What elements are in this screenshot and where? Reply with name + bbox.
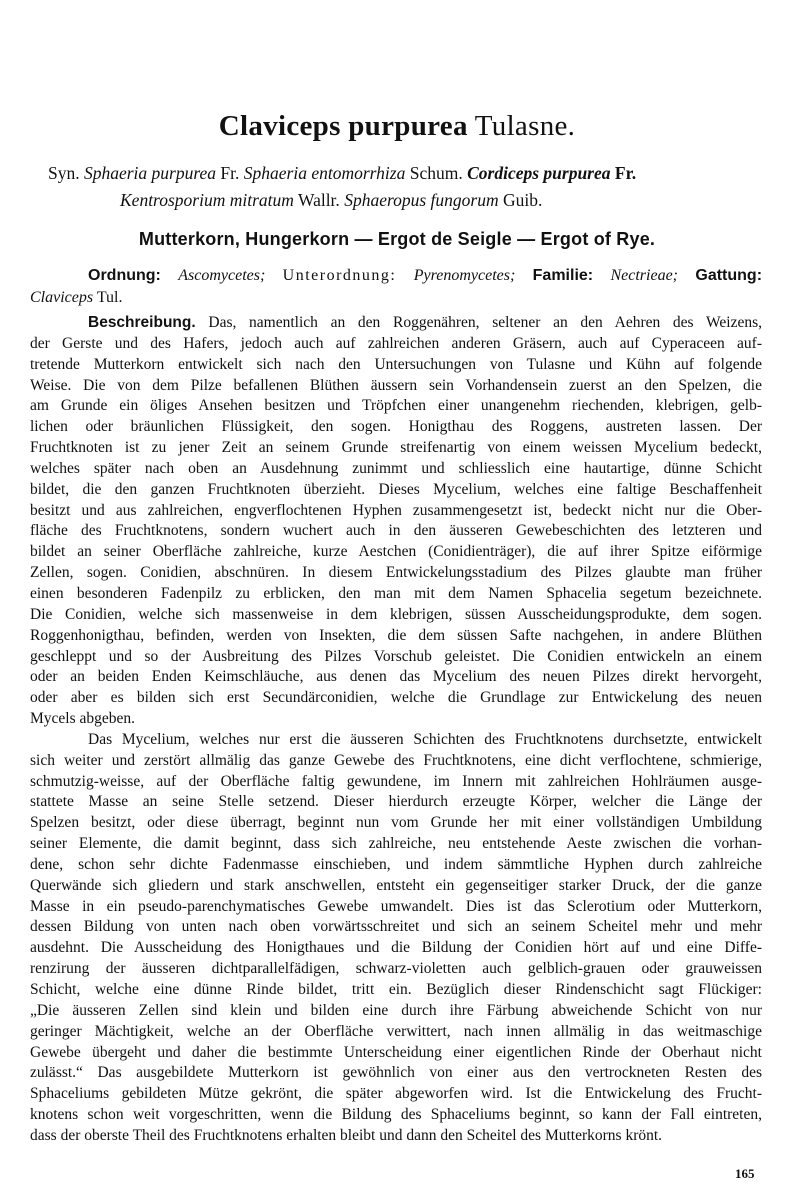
synonyms-block [32,160,772,214]
text-line: Weise. Die von dem Pilze befallenen Blüthen äussern sein Vorhandensein zuerst an den Spelzen, die [30,376,762,394]
text-line: am Grunde ein öliges Ansehen besitzen und Tröpfchen einer unangenehm riechenden, klebrigen, gelb- [30,397,762,415]
text-line: Schicht, welche eine dünne Rinde bildet, tritt ein. Bezüglich dieser Rindenschicht sagt Flückiger: [30,981,762,998]
text-line: welches später nach oben an Ausdehnung zunimmt und schliesslich eine hautartige, dünne Schicht [30,459,762,477]
synonym-author: Fr. [220,163,240,183]
synonym: Cordiceps purpurea [467,163,611,183]
beschreibung-label: Beschreibung. [88,314,196,331]
text-line: lichen oder bräunlichen Flüssigkeit, den sogen. Honigthau des Roggens, austreten lassen. Der [30,418,762,436]
classification-block [30,265,762,309]
text-line: Die Conidien, welche sich massenweise in dem klebrigen, süssen Ausscheidungsprodukte, dem sogen. [30,605,762,623]
description-body [30,313,762,1147]
classification-line-2 [30,287,762,309]
text-line: Querwände sich gliedern und stark anschwellen, entsteht ein gegenseitiger starker Druck, der die ganze [30,876,762,894]
text-line: schmutzig-weisse, auf der Oberfläche faltig gewundene, im Innern mit zahlreichen Hohlräumen ausge- [30,772,762,790]
ordnung-value: Ascomycetes; [178,267,266,284]
text-line: Zellen, sogen. Conidien, abschnüren. In diesem Entwickelungsstadium des Pilzes glaubte man früher [30,564,762,582]
synonym-author: Schum. [409,163,463,183]
text-line: ausdehnt. Die Ausscheidung des Honigthaues und die Bildung der Conidien hört auf und eine Diffe- [30,939,762,957]
synonym: Sphaeria entomorrhiza [243,163,406,183]
text-line: renzirung der äusseren dichtparallelfädigen, schwarz-violetten auch gelblich-grauen oder grauweissen [30,960,762,978]
synonyms-line-2 [32,187,772,214]
text-line: der Gerste und des Hafers, jedoch auch auf zahlreichen anderen Gräsern, auch auf Cyperaceen auf- [30,334,762,352]
text-line: besitzt und aus zahlreichen, engverflochtenen Hyphen zusammengesetzt ist, bedeckt nicht nur die Ober- [30,501,762,519]
text-line: „Die äusseren Zellen sind klein und bilden eine durch ihre Färbung abweichende Schicht von nur [30,1001,762,1019]
text-line: oder an beiden Enden Keimschläuche, aus denen das Mycelium des neuen Pilzes direkt hervorgeht, [30,668,762,686]
common-names-heading: Mutterkorn, Hungerkorn — Ergot de Seigle — Ergot of Rye. [138,229,656,249]
title-genus: Claviceps purpurea [218,110,468,142]
text-line: Das Mycelium, welches nur erst die äusseren Schichten des Fruchtknotens durchsetzte, entwickelt [88,730,762,748]
text-line: stattete Masse an seine Stelle setzend. Dieser hierdurch erzeugte Körper, welcher die Länge der [30,793,762,811]
synonyms-prefix: Syn. [48,163,80,183]
text-line: seiner Elemente, die damit beginnt, dass sich zahlreiche, neu entstehende Aeste zwischen die vorhan- [30,835,762,853]
gattung-author: Tul. [96,289,123,306]
text-line: Fruchtknoten ist zu jener Zeit an seinem Grunde streifenartig von einem weissen Mycelium bedeckt, [30,439,762,457]
page-number: 165 [735,1166,755,1181]
text-line: Mycels abgeben. [30,710,136,728]
text-line: Masse in ein pseudo-parenchymatisches Gewebe umwandelt. Dies ist das Sclerotium oder Mutterkorn, [30,897,762,915]
familie-value: Nectrieae; [610,267,679,284]
text-line [30,313,762,334]
gattung-label: Gattung: [695,267,763,284]
text-line: geschleppt und so der Ausbreitung des Pilzes Vorschub geleistet. Die Conidien entwickeln an einem [30,647,762,665]
text-line: sich weiter und zerstört allmälig das ganze Gewebe des Fruchtknotens, eine dicht verflochtene, schmierige, [30,751,762,769]
text-line: dass der oberste Theil des Fruchtknotens erhalten bleibt und dann den Scheitel des Mutterkorns krönt. [30,1126,663,1144]
text-line: Roggenhonigthau, befinden, werden von Insekten, die dem süssen Safte nachgehen, in andere Blüthen [30,626,762,644]
text-line: Gewebe übergeht und daher die bestimmte Unterscheidung einer eigentlichen Rinde der Oberhaut nicht [30,1043,762,1061]
unterordnung-label: Unterordnung: [282,267,397,284]
unterordnung-value: Pyrenomycetes; [413,267,516,284]
synonym-author: Fr. [614,163,637,183]
text-line: dene, schon sehr dichte Fadenmasse einschieben, und indem sämmtliche Hyphen durch zahlreiche [30,855,762,873]
synonym-author: Guib. [503,190,543,210]
text-line: dessen Bildung von unten nach oben vorwärtsschreitet und sich an seinem Scheitel mehr und mehr [30,918,762,936]
text-line: bildet an seiner Oberfläche zahlreiche, kurze Aestchen (Conidienträger), die auf ihrer Spitze eiförmige [30,543,762,561]
synonym-author: Wallr. [297,190,340,210]
text-line: tretende Mutterkorn entwickelt sich nach den Untersuchungen von Tulasne und Kühn auf folgende [30,355,762,373]
text-line: bildet, die den ganzen Fruchtknoten überzieht. Dieses Mycelium, welches eine faltige Beschaffenheit [30,480,762,498]
title-author: Tulasne. [474,110,576,142]
synonym: Kentrosporium mitratum [120,190,294,210]
synonym: Sphaeropus fungorum [344,190,499,210]
ordnung-label: Ordnung: [88,267,161,284]
gattung-value: Claviceps [30,289,94,306]
text-line: Spelzen besitzt, oder diese überragt, beginnt nun vom Grunde her mit einer vollständigen Umbildung [30,814,762,832]
text-line: Sphaceliums gebildeten Mütze gekrönt, die später abgeworfen wird. Ist die Entwickelung des Frucht- [30,1085,762,1103]
familie-label: Familie: [532,267,594,284]
text-line: fläche des Fruchtknotens, sondern wuchert auch in den äusseren Gewebeschichten des letzteren und [30,522,762,540]
text-line-content: Das, namentlich an den Roggenähren, seltener an den Aehren des Weizens, [208,314,762,331]
text-line: einen besonderen Fadenpilz zu erblicken, den man mit dem Namen Sphacelia segetum bezeichnete. [30,584,762,602]
synonym: Sphaeria purpurea [83,163,217,183]
text-line: knotens schon weit vorgeschritten, wenn die Bildung des Sphaceliums beginnt, so kann der Fall eintreten, [30,1106,762,1124]
classification-line-1 [30,265,762,287]
text-line: zulässt.“ Das ausgebildete Mutterkorn ist gewöhnlich von einer aus den vertrockneten Resten des [30,1064,762,1082]
text-line: geringer Mächtigkeit, welche an der Oberfläche verwittert, nach innen allmälig in das weitmaschige [30,1022,762,1040]
synonyms-line-1 [32,160,772,187]
page-title [0,110,794,143]
text-line: oder aber es bilden sich erst Secundärconidien, welche die Grundlage zur Entwickelung des neuen [30,689,762,707]
